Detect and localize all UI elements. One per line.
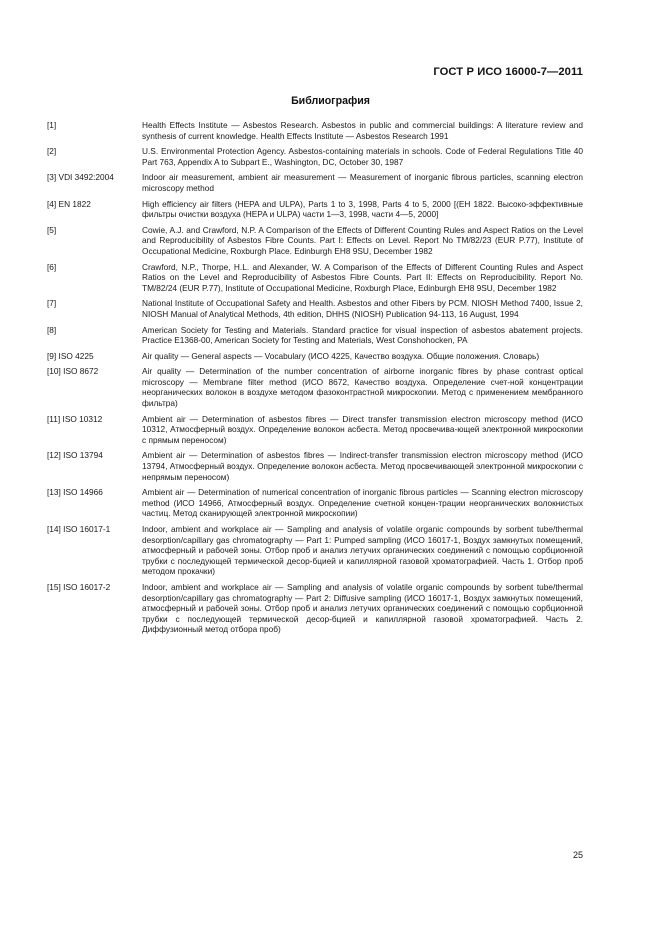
reference-item — [47, 582, 583, 635]
reference-label: [10] ISO 8672 — [47, 366, 99, 377]
reference-item — [47, 146, 583, 167]
reference-text: Crawford, N.P., Thorpe, H.L. and Alexander, W. A Comparison of the Effects of Different Counting Rules and Aspect Ratios on the Level and Reproducibility of Asbestos Fibre Counts. Part II: Effects on Reproducibility. Report No. TM/82/24 (EUR P.77), Institute of Occupational Medicine, Roxburgh Place, Edinburgh EH8 9SU, December 1982 — [142, 261, 583, 293]
reference-label: [3] VDI 3492:2004 — [47, 172, 114, 183]
reference-text: National Institute of Occupational Safety and Health. Asbestos and other Fibers by PCM. NIOSH Method 7400, Issue 2, NIOSH Manual of Analytical Methods, 4th edition, DHHS (NIOSH) Publication 94-113, 16 August, 1994 — [142, 298, 583, 319]
reference-item — [47, 120, 583, 141]
standard-code-header: ГОСТ Р ИСО 16000-7—2011 — [433, 66, 583, 78]
reference-text: Air quality — Determination of the number concentration of airborne inorganic fibres by phase contrast optical microscopy — Membrane filter method (ИСО 8672, Качество воздуха. Определение счет-ной концентрации неорганических волокон в воздухе методом фазоконтрастной микроскопии. Метод с применением мембранного фильтра) — [142, 366, 583, 409]
reference-label: [13] ISO 14966 — [47, 487, 103, 498]
reference-text: Air quality — General aspects — Vocabulary (ИСО 4225, Качество воздуха. Общие положения. Словарь) — [142, 350, 540, 361]
reference-text: Health Effects Institute — Asbestos Research. Asbestos in public and commercial buildings: A literature review and synthesis of current knowledge. Health Effects Institute — Asbestos Research 1991 — [142, 120, 583, 141]
section-title: Библиография — [291, 95, 370, 107]
reference-label: [7] — [47, 298, 57, 309]
reference-label: [2] — [47, 146, 57, 157]
reference-text: Cowie, A.J. and Crawford, N.P. A Comparison of the Effects of Different Counting Rules and Aspect Ratios on the Level and Reproducibility of Asbestos Fibre Counts. Part I: Effects on Level. Report No TM/82/23 (EUR P.77), Institute of Occupational Medicine, Roxburgh Place. Edinburgh EH8 9SU, December 1982 — [142, 224, 583, 256]
reference-text: U.S. Environmental Protection Agency. Asbestos-containing materials in schools. Code of Federal Regulations Title 40 Part 763, Appendix A to Subpart E., Washington, DC, October 30, 1987 — [142, 146, 583, 167]
reference-item — [47, 172, 583, 193]
page-number: 25 — [572, 850, 583, 860]
reference-item — [47, 450, 583, 482]
reference-label: [14] ISO 16017-1 — [47, 524, 111, 534]
reference-item — [47, 487, 583, 519]
reference-item — [47, 366, 583, 408]
reference-item — [47, 225, 583, 257]
reference-text: American Society for Testing and Materials. Standard practice for visual inspection of asbestos abatement projects. Practice E1368-00, American Society for Testing and Materials, West Conshohocken, PA — [142, 324, 583, 346]
reference-text: Indoor, ambient and workplace air — Sampling and analysis of volatile organic compounds by sorbent tube/thermal desorption/capillary gas chromatography — Part 1: Pumped sampling (ИСО 16017-1, Воздух замкнутых помещений, атмосферный и рабочей зоны. Отбор проб и анализ летучих органических соединений с помощью сорбционной трубки с последующей термической десор-бцией и капиллярной газовой хроматографией. Часть 1. Отбор проб методом прокачки) — [142, 524, 583, 577]
reference-item — [47, 262, 583, 294]
reference-label: [11] ISO 10312 — [47, 413, 103, 424]
reference-text: High efficiency air filters (HEPA and ULPA), Parts 1 to 3, 1998, Parts 4 to 5, 2000 [(EH 1822. Высоко-эффективные фильтры очистки воздуха (HEPA и ULPA) части 1—3, 1998, части 4—5, 2000] — [142, 198, 583, 220]
reference-item — [47, 351, 583, 362]
reference-label: [1] — [47, 120, 57, 130]
reference-item — [47, 325, 583, 346]
reference-item — [47, 199, 583, 220]
reference-label: [4] EN 1822 — [47, 198, 91, 209]
reference-text: Ambient air — Determination of asbestos fibres — Direct transfer transmission electron microscopy method (ИСО 10312, Атмосферный воздух. Определение волокон асбеста. Метод просвечива-ющей электронной микроскопии с прямым переносом) — [142, 413, 583, 445]
reference-item — [47, 414, 583, 446]
reference-text: Indoor air measurement, ambient air measurement — Measurement of inorganic fibrous particles, scanning electron microscopy method — [142, 172, 583, 193]
reference-item — [47, 524, 583, 577]
reference-label: [12] ISO 13794 — [47, 450, 103, 461]
reference-label: [6] — [47, 261, 57, 272]
bibliography-list — [47, 120, 583, 640]
reference-text: Indoor, ambient and workplace air — Sampling and analysis of volatile organic compounds by sorbent tube/thermal desorption/capillary gas chromatography — Part 2: Diffusive sampling (ИСО 16017-1, Воздух замкнутых помещений, атмосферный и рабочей зоны. Отбор проб и анализ летучих органических соединений с помощью сорбционной трубки с последующей термической десор-бцией и капиллярной газовой хроматографией. Часть 2. Диффузионный метод отбора проб) — [142, 581, 583, 635]
reference-label: [8] — [47, 324, 57, 335]
reference-label: [9] ISO 4225 — [47, 350, 94, 361]
reference-label: [5] — [47, 224, 57, 235]
reference-text: Ambient air — Determination of asbestos fibres — Indirect-transfer transmission electron microscopy method (ИСО 13794, Атмосферный воздух. Определение волокон асбеста. Метод просвечивающей электронной микроскопии с непрямым переносом) — [142, 450, 583, 482]
reference-text: Ambient air — Determination of numerical concentration of inorganic fibrous particles — Scanning electron microscopy method (ИСО 14966, Атмосферный воздух. Определение счетной концен-трации неорганических волокнистых частиц. Метод сканирующей электронной микроскопии) — [142, 487, 583, 519]
reference-item — [47, 298, 583, 319]
reference-label: [15] ISO 16017-2 — [47, 581, 111, 592]
